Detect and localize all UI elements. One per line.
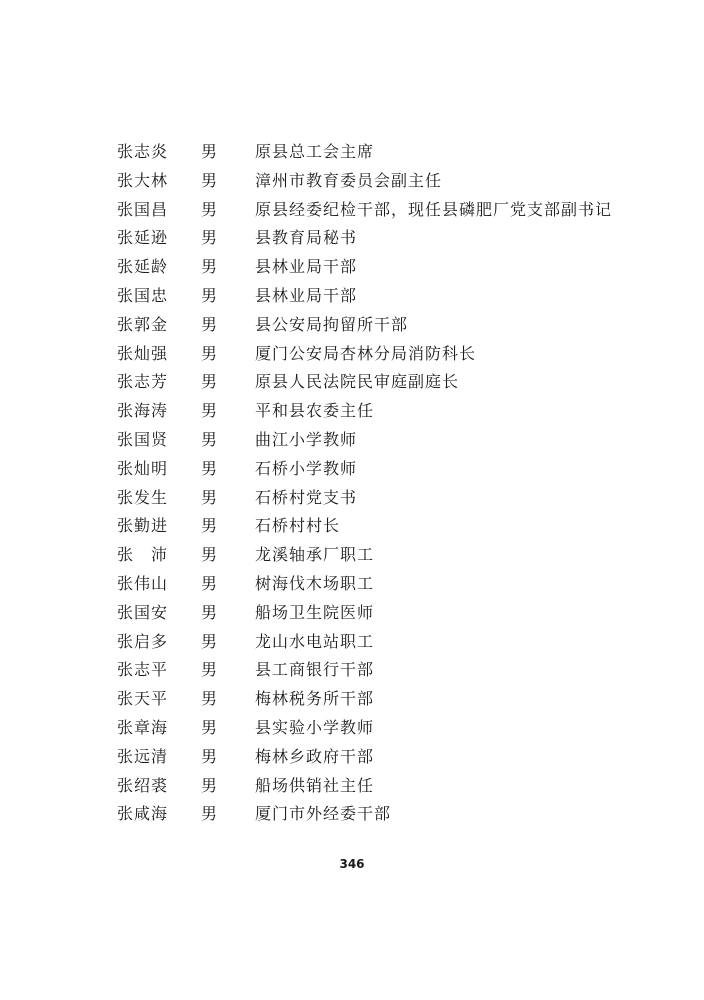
roster-row xyxy=(0,714,704,743)
person-name: 张国忠 xyxy=(117,285,169,305)
person-name: 张灿强 xyxy=(117,343,169,363)
person-name: 张志芳 xyxy=(117,372,169,392)
roster-row xyxy=(0,455,704,484)
person-position: 县教育局秘书 xyxy=(255,228,358,248)
roster-row xyxy=(0,253,704,282)
person-gender: 男 xyxy=(201,257,218,277)
person-name: 张海涛 xyxy=(117,401,169,421)
person-position: 船场供销社主任 xyxy=(255,775,375,795)
personnel-roster xyxy=(0,138,704,829)
roster-row xyxy=(0,772,704,801)
person-gender: 男 xyxy=(201,775,218,795)
roster-row xyxy=(0,800,704,829)
roster-row xyxy=(0,685,704,714)
person-name: 张延龄 xyxy=(117,257,169,277)
person-gender: 男 xyxy=(201,228,218,248)
person-position: 龙山水电站职工 xyxy=(255,631,375,651)
person-name: 张咸海 xyxy=(117,804,169,824)
person-gender: 男 xyxy=(201,458,218,478)
roster-row xyxy=(0,397,704,426)
roster-row xyxy=(0,484,704,513)
person-gender: 男 xyxy=(201,660,218,680)
person-position: 树海伐木场职工 xyxy=(255,573,375,593)
person-name: 张大林 xyxy=(117,170,169,190)
person-name: 张启多 xyxy=(117,631,169,651)
person-position: 原县总工会主席 xyxy=(255,142,375,161)
person-gender: 男 xyxy=(201,401,218,421)
person-gender: 男 xyxy=(201,487,218,507)
roster-row xyxy=(0,599,704,628)
person-gender: 男 xyxy=(201,142,218,161)
person-name: 张郭金 xyxy=(117,314,169,334)
person-gender: 男 xyxy=(201,343,218,363)
person-gender: 男 xyxy=(201,689,218,709)
person-gender: 男 xyxy=(201,170,218,190)
person-gender: 男 xyxy=(201,429,218,449)
person-position: 原县人民法院民审庭副庭长 xyxy=(255,372,460,392)
roster-row xyxy=(0,656,704,685)
person-position: 船场卫生院医师 xyxy=(255,602,375,622)
person-name: 张勤进 xyxy=(117,516,169,536)
person-position: 厦门公安局杏林分局消防科长 xyxy=(255,343,477,363)
person-position: 县林业局干部 xyxy=(255,257,358,277)
roster-row xyxy=(0,224,704,253)
person-position: 石桥村村长 xyxy=(255,516,341,536)
person-gender: 男 xyxy=(201,631,218,651)
person-gender: 男 xyxy=(201,372,218,392)
roster-row xyxy=(0,512,704,541)
person-position: 县实验小学教师 xyxy=(255,717,375,737)
person-position: 平和县农委主任 xyxy=(255,401,375,421)
roster-row xyxy=(0,743,704,772)
roster-row xyxy=(0,541,704,570)
person-name: 张国昌 xyxy=(117,199,169,219)
roster-row xyxy=(0,311,704,340)
person-gender: 男 xyxy=(201,199,218,219)
person-position: 县公安局拘留所干部 xyxy=(255,314,409,334)
person-name: 张天平 xyxy=(117,689,169,709)
person-position: 石桥村党支书 xyxy=(255,487,358,507)
person-name: 张国安 xyxy=(117,602,169,622)
roster-row xyxy=(0,426,704,455)
person-position: 梅林税务所干部 xyxy=(255,689,375,709)
person-name: 张伟山 xyxy=(117,573,169,593)
roster-row xyxy=(0,628,704,657)
person-position: 漳州市教育委员会副主任 xyxy=(255,170,443,190)
person-position: 梅林乡政府干部 xyxy=(255,746,375,766)
person-position: 曲江小学教师 xyxy=(255,429,358,449)
person-gender: 男 xyxy=(201,545,218,565)
person-gender: 男 xyxy=(201,717,218,737)
person-name: 张志平 xyxy=(117,660,169,680)
person-gender: 男 xyxy=(201,573,218,593)
person-position: 县林业局干部 xyxy=(255,285,358,305)
roster-row xyxy=(0,340,704,369)
person-position: 龙溪轴承厂职工 xyxy=(255,545,375,565)
person-name: 张发生 xyxy=(117,487,169,507)
roster-row xyxy=(0,167,704,196)
person-gender: 男 xyxy=(201,516,218,536)
person-name: 张志炎 xyxy=(117,142,169,161)
person-name: 张延逊 xyxy=(117,228,169,248)
person-gender: 男 xyxy=(201,804,218,824)
person-gender: 男 xyxy=(201,602,218,622)
person-position: 县工商银行干部 xyxy=(255,660,375,680)
person-name: 张绍裘 xyxy=(117,775,169,795)
person-position: 原县经委纪检干部，现任县磷肥厂党支部副书记 xyxy=(255,199,613,219)
page-number: 346 xyxy=(339,857,365,871)
person-name: 张灿明 xyxy=(117,458,169,478)
person-gender: 男 xyxy=(201,746,218,766)
roster-row xyxy=(0,368,704,397)
person-position: 石桥小学教师 xyxy=(255,458,358,478)
roster-row xyxy=(0,570,704,599)
person-gender: 男 xyxy=(201,285,218,305)
person-name: 张章海 xyxy=(117,717,169,737)
person-name: 张国贤 xyxy=(117,429,169,449)
person-name: 张远清 xyxy=(117,746,169,766)
person-position: 厦门市外经委干部 xyxy=(255,804,392,824)
person-gender: 男 xyxy=(201,314,218,334)
person-name: 张 沛 xyxy=(117,545,169,565)
roster-row xyxy=(0,138,704,167)
roster-row xyxy=(0,196,704,225)
roster-row xyxy=(0,282,704,311)
